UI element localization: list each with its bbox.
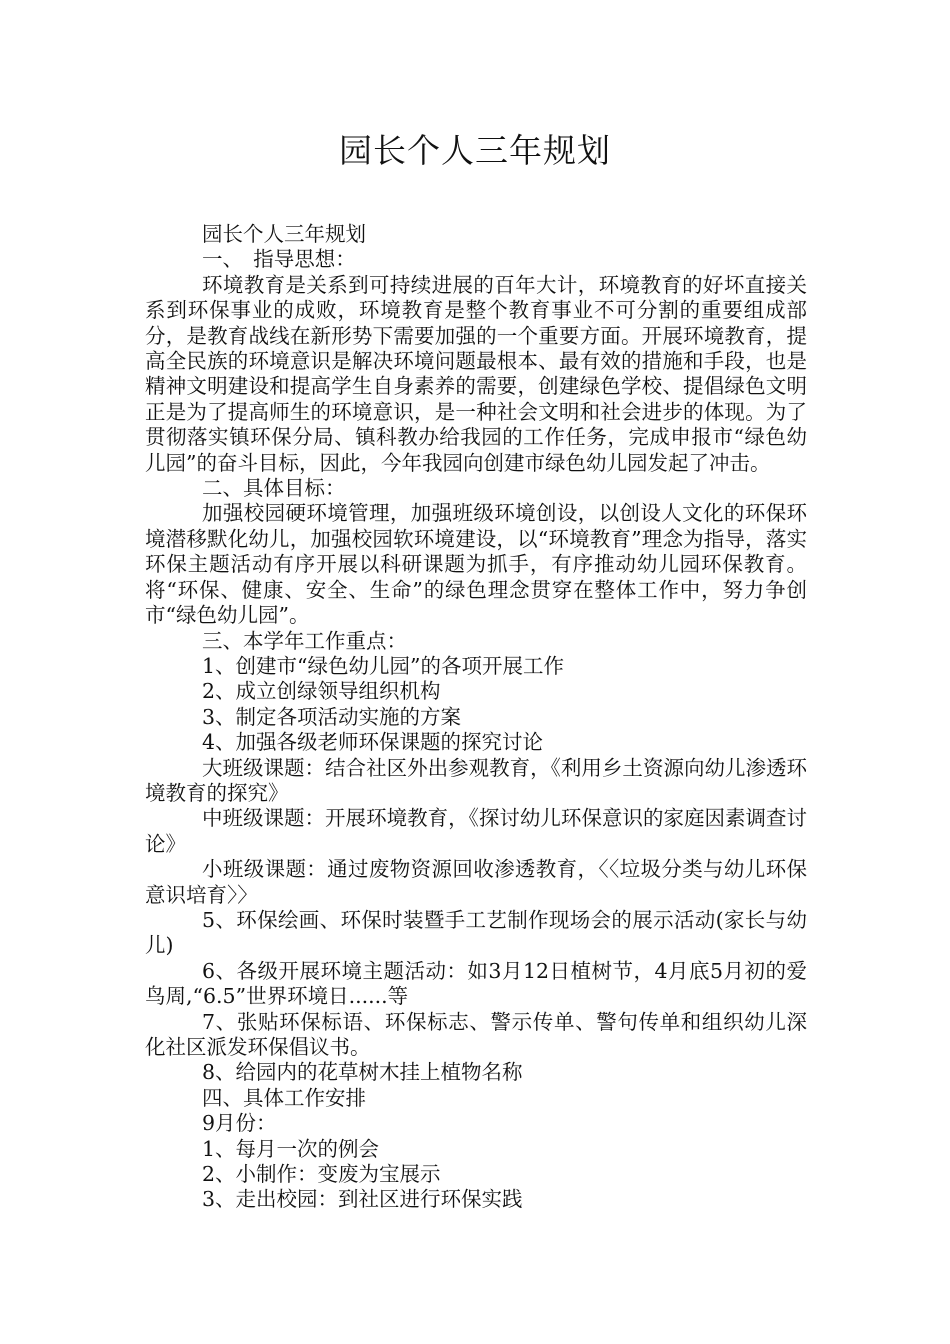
paragraph: 小班级课题：通过废物资源回收渗透教育，〈〈垃圾分类与幼儿环保意识培育〉〉 [145, 857, 807, 907]
document-title: 园长个人三年规划 [339, 131, 611, 170]
paragraph: 园长个人三年规划 [202, 222, 366, 246]
paragraph: 1、每月一次的例会 [202, 1136, 380, 1161]
document-body [145, 222, 807, 1213]
paragraph: 环境教育是关系到可持续进展的百年大计，环境教育的好坏直接关系到环保事业的成败，环境教育是整个教育事业不可分割的重要组成部分，是教育战线在新形势下需要加强的一个重要方面。开展环境教育，提高全民族的环境意识是解决环境问题最根本、最有效的措施和手段，也是精神文明建设和提高学生自身素养的需要，创建绿色学校、提倡绿色文明正是为了提高师生的环境意识，是一种社会文明和社会进步的体现。为了贯彻落实镇环保分局、镇科教办给我园的工作任务，完成申报市“绿色幼儿园”的奋斗目标，因此，今年我园向创建市绿色幼儿园发起了冲击。 [145, 272, 807, 475]
paragraph: 4、加强各级老师环保课题的探究讨论 [202, 730, 544, 755]
paragraph: 3、制定各项活动实施的方案 [202, 704, 462, 729]
paragraph: 二、具体目标： [202, 476, 346, 501]
paragraph: 中班级课题：开展环境教育，《探讨幼儿环保意识的家庭因素调查讨论》 [145, 806, 807, 856]
paragraph: 5、环保绘画、环保时装暨手工艺制作现场会的展示活动(家长与幼儿) [145, 907, 807, 958]
paragraph: 2、成立创绿领导组织机构 [202, 679, 441, 704]
paragraph: 3、走出校园：到社区进行环保实践 [202, 1187, 523, 1212]
paragraph: 三、本学年工作重点： [202, 628, 407, 653]
paragraph: 四、具体工作安排 [202, 1085, 366, 1110]
paragraph: 一、 指导思想： [202, 247, 356, 272]
paragraph: 9月份： [202, 1111, 277, 1136]
paragraph: 7、张贴环保标语、环保标志、警示传单、警句传单和组织幼儿深化社区派发环保倡议书。 [145, 1009, 807, 1059]
paragraph: 1、创建市“绿色幼儿园”的各项开展工作 [202, 653, 565, 678]
paragraph: 大班级课题：结合社区外出参观教育，《利用乡土资源向幼儿渗透环境教育的探究》 [145, 755, 807, 805]
paragraph: 加强校园硬环境管理，加强班级环境创设，以创设人文化的环保环境潜移默化幼儿，加强校园软环境建设，以“环境教育”理念为指导，落实环保主题活动有序开展以科研课题为抓手，有序推动幼儿园环保教育。将“环保、健康、安全、生命”的绿色理念贯穿在整体工作中，努力争创市“绿色幼儿园”。 [145, 501, 807, 628]
paragraph: 6、各级开展环境主题活动：如3月12日植树节，4月底5月初的爱鸟周,“6.5”世界环境日......等 [145, 958, 807, 1009]
paragraph: 8、给园内的花草树木挂上植物名称 [202, 1060, 523, 1085]
paragraph: 2、小制作：变废为宝展示 [202, 1162, 441, 1187]
